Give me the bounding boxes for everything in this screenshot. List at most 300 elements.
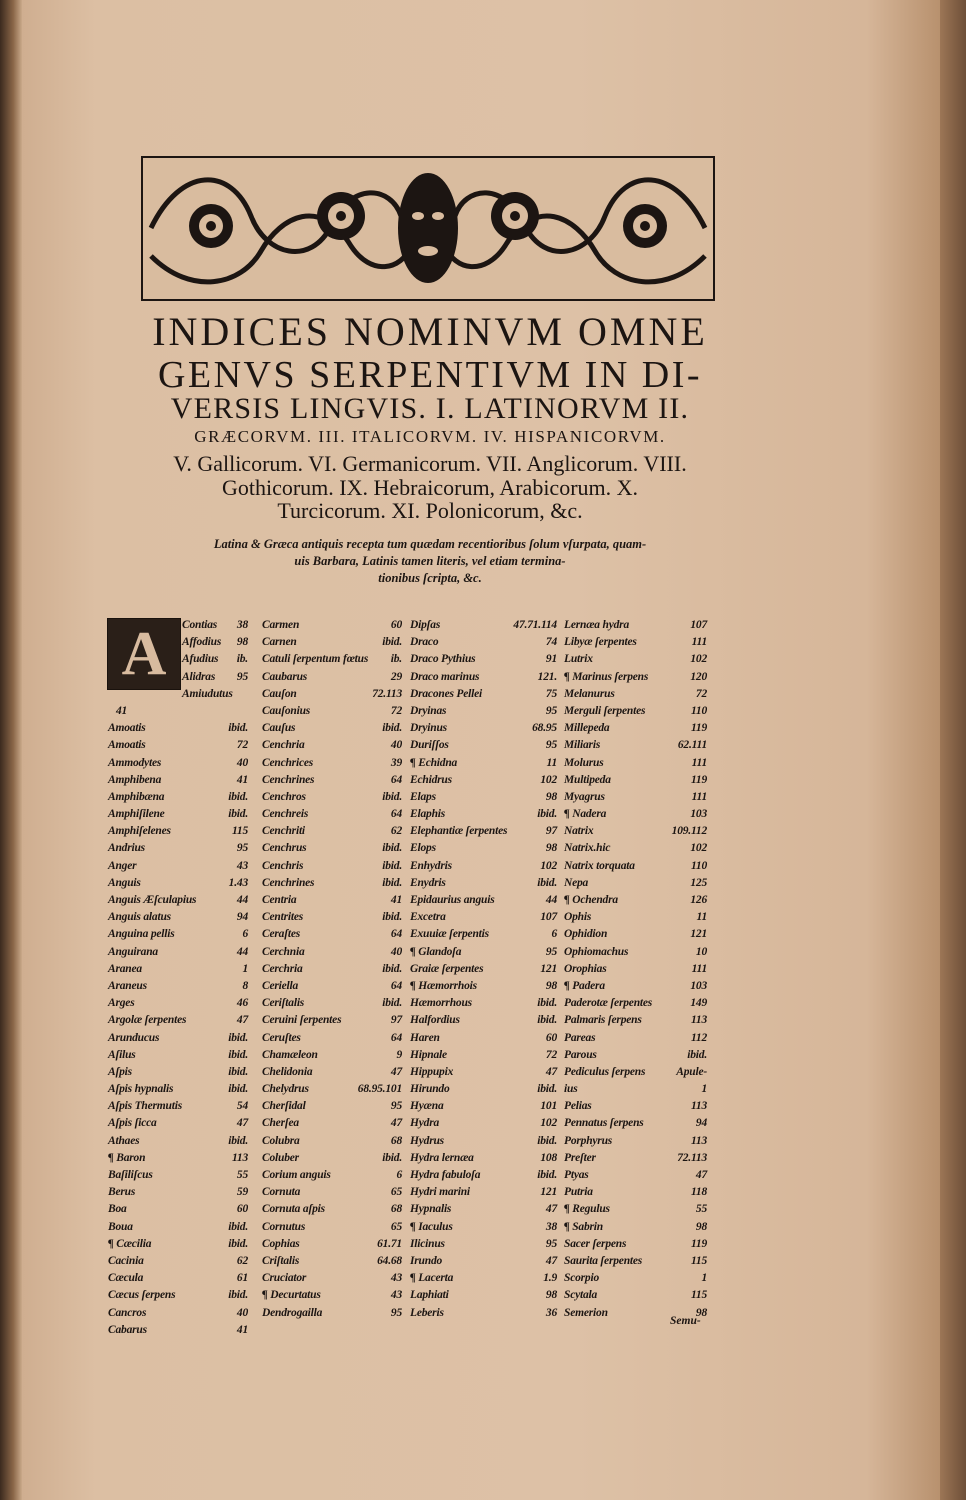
index-entry — [108, 823, 248, 840]
index-entry — [564, 1012, 707, 1029]
entry-name: Amiudutus — [182, 687, 233, 700]
entry-name: Putria — [564, 1186, 593, 1199]
index-entry — [262, 1236, 402, 1253]
index-entry — [564, 1270, 707, 1287]
index-entry — [108, 772, 248, 789]
entry-name: Aſpis ſicca — [108, 1117, 157, 1130]
entry-page: 94 — [236, 911, 248, 924]
entry-name: Excetra — [410, 911, 446, 924]
entry-name: Ceraſtes — [262, 928, 301, 941]
entry-page: 119 — [690, 1237, 707, 1250]
entry-page: 64.68 — [377, 1254, 402, 1267]
entry-name: Araneus — [108, 979, 147, 992]
index-entry — [410, 823, 557, 840]
index-entry — [564, 1253, 707, 1270]
entry-page: ibid. — [382, 962, 402, 975]
entry-name: ius — [564, 1083, 578, 1096]
entry-page: 109.112 — [671, 825, 707, 838]
index-entry — [564, 789, 707, 806]
entry-page: ibid. — [382, 997, 402, 1010]
index-entry — [262, 1201, 402, 1218]
index-entry — [108, 1270, 248, 1287]
entry-name: Amphiſilene — [108, 808, 165, 821]
index-entry — [262, 1270, 402, 1287]
index-entry — [262, 1133, 402, 1150]
entry-page: 107 — [540, 911, 557, 924]
entry-name: Echidrus — [410, 773, 452, 786]
entry-page: 115 — [690, 1254, 707, 1267]
entry-page: 111 — [691, 756, 707, 769]
entry-name: Halfordius — [410, 1014, 460, 1027]
entry-page: 11 — [696, 911, 707, 924]
index-entry — [410, 617, 557, 634]
index-entry — [564, 686, 707, 703]
entry-page: 108 — [540, 1151, 557, 1164]
intro-line: Latina & Græca antiquis recepta tum quædam recentioribus ſolum vſurpata, quam- — [213, 537, 647, 551]
entry-page: ibid. — [537, 997, 557, 1010]
entry-name: Athaes — [108, 1134, 140, 1147]
entry-page: 102 — [540, 1117, 557, 1130]
entry-page: 47.71.114 — [513, 619, 557, 631]
entry-name: Dipſas — [410, 619, 441, 631]
title-line-6: Gothicorum. IX. Hebraicorum, Arabicorum. X. — [221, 475, 639, 500]
entry-page: 47 — [695, 1169, 707, 1181]
entry-page: 8 — [242, 979, 248, 992]
entry-name: ¶ Nadera — [564, 808, 607, 821]
index-entry — [564, 1236, 707, 1253]
entry-name: Cacinia — [108, 1254, 144, 1267]
index-entry — [410, 772, 557, 789]
entry-page: 43 — [390, 1272, 402, 1285]
entry-page: 121. — [537, 670, 557, 683]
entry-page: 47 — [236, 1014, 248, 1027]
entry-name: Aſpis Thermutis — [108, 1100, 183, 1113]
entry-page: 98 — [695, 1306, 707, 1319]
entry-page: 64 — [390, 928, 402, 941]
entry-page: 95 — [545, 704, 557, 717]
entry-name: Hippupix — [410, 1065, 454, 1078]
entry-name: Catuli ſerpentum fœtus — [262, 653, 369, 666]
index-entry — [564, 1047, 707, 1064]
index-entry — [564, 858, 707, 875]
index-entry — [410, 1081, 557, 1098]
entry-name: Afudius — [182, 653, 219, 666]
entry-name: Miliaris — [564, 739, 601, 752]
index-entry — [108, 909, 248, 926]
index-entry — [108, 634, 248, 651]
index-entry — [564, 617, 707, 634]
index-entry — [564, 961, 707, 978]
entry-page: 40 — [236, 1306, 248, 1319]
entry-name: Cancros — [108, 1306, 147, 1319]
entry-name: Hæmorrhous — [410, 997, 472, 1010]
index-entry — [108, 961, 248, 978]
entry-page: 1 — [701, 1272, 707, 1285]
index-entry — [410, 634, 557, 651]
entry-page: 102 — [540, 859, 557, 872]
entry-name: Multipeda — [564, 773, 611, 786]
entry-name: ¶ Iaculus — [410, 1220, 453, 1233]
index-entry — [410, 995, 557, 1012]
entry-page: 40 — [236, 756, 248, 769]
entry-page: 98 — [545, 1289, 557, 1302]
entry-name: Carmen — [262, 619, 300, 631]
entry-page: Apule- — [676, 1065, 707, 1078]
index-entry — [564, 669, 707, 686]
entry-name: Natrix — [564, 825, 594, 838]
entry-name: Hydra — [410, 1117, 440, 1130]
entry-name: Pelias — [564, 1100, 592, 1113]
index-entry — [410, 1098, 557, 1115]
entry-name: Elephantiæ ſerpentes — [410, 825, 508, 838]
index-column-4 — [564, 617, 707, 1322]
index-entry — [262, 875, 402, 892]
entry-name: Ptyas — [564, 1169, 589, 1181]
index-entry — [108, 1081, 248, 1098]
entry-name: Aſilus — [108, 1048, 136, 1061]
entry-name: Alidras — [182, 670, 216, 683]
entry-page: 60 — [236, 1203, 248, 1216]
entry-name: Anguina pellis — [108, 928, 175, 941]
index-entry — [108, 755, 248, 772]
entry-page: 9 — [396, 1048, 402, 1061]
index-entry — [108, 720, 248, 737]
entry-page: 62 — [236, 1254, 248, 1267]
entry-page: ibid. — [537, 1014, 557, 1027]
entry-name: Cenchrines — [262, 876, 315, 889]
index-entry — [564, 755, 707, 772]
entry-name: Ceriella — [262, 979, 299, 992]
index-entry — [108, 737, 248, 754]
entry-page: 1 — [242, 962, 248, 975]
entry-page: ibid. — [382, 876, 402, 889]
index-entry — [262, 1081, 402, 1098]
index-entry — [410, 978, 557, 995]
index-entry — [262, 1012, 402, 1029]
entry-page: 95 — [545, 739, 557, 752]
entry-page: ibid. — [537, 1169, 557, 1181]
entry-page: 1.43 — [228, 876, 248, 889]
entry-name: Cenchria — [262, 739, 305, 752]
entry-page: 72 — [545, 1048, 557, 1061]
index-entry — [410, 1167, 557, 1184]
index-entry — [262, 909, 402, 926]
index-entry — [108, 669, 248, 686]
entry-page: ibid. — [537, 1134, 557, 1147]
index-column-1 — [108, 617, 248, 1339]
entry-page: 38 — [236, 619, 248, 631]
entry-page: 64 — [390, 979, 402, 992]
index-entry — [410, 926, 557, 943]
entry-name: Cherſea — [262, 1117, 299, 1130]
entry-page: 1.9 — [543, 1272, 557, 1285]
index-entry — [564, 1081, 707, 1098]
entry-page: ibid. — [382, 842, 402, 855]
entry-page: 41 — [236, 773, 248, 786]
entry-page: 65 — [390, 1220, 402, 1233]
index-entry — [262, 720, 402, 737]
entry-page: ib. — [236, 653, 248, 666]
entry-name: Affodius — [182, 636, 222, 649]
entry-page: 113 — [231, 1151, 248, 1164]
index-entry — [262, 772, 402, 789]
entry-name: Enydris — [410, 876, 446, 889]
entry-name: Anguis Æſculapius — [108, 894, 197, 906]
index-entry — [262, 961, 402, 978]
entry-name: Hirundo — [410, 1083, 450, 1096]
entry-page: ibid. — [228, 1065, 248, 1078]
entry-name: Elaps — [410, 790, 436, 803]
entry-page: 44 — [545, 894, 557, 906]
entry-page: 94 — [695, 1117, 707, 1130]
page-edge — [940, 0, 966, 1500]
index-column-2 — [262, 617, 402, 1322]
index-entry — [564, 978, 707, 995]
entry-page: 47 — [390, 1065, 402, 1078]
intro-note — [150, 536, 710, 587]
entry-name: Cornutus — [262, 1220, 306, 1233]
entry-page: 111 — [691, 790, 707, 803]
entry-name: Cenchris — [262, 859, 304, 872]
entry-page: ibid. — [228, 722, 248, 735]
index-entry — [108, 703, 248, 720]
entry-name: Dracones Pellei — [410, 687, 483, 700]
entry-page: 64 — [390, 1031, 402, 1044]
entry-name: Enhydris — [410, 859, 452, 872]
index-entry — [410, 1270, 557, 1287]
entry-name: Boua — [108, 1220, 133, 1233]
entry-name: ¶ Glandoſa — [410, 945, 462, 958]
title-line-1: INDICES NOMINVM OMNE — [152, 309, 708, 354]
entry-page: 75 — [545, 687, 557, 700]
index-entry — [262, 634, 402, 651]
index-entry — [262, 1184, 402, 1201]
entry-page: 44 — [236, 894, 248, 906]
entry-page: 103 — [690, 808, 707, 821]
entry-name: Amphibæna — [108, 790, 165, 803]
index-entry — [108, 1167, 248, 1184]
index-entry — [108, 1030, 248, 1047]
intro-line: uis Barbara, Latinis tamen literis, vel etiam termina- — [294, 554, 566, 568]
index-entry — [564, 720, 707, 737]
entry-page: 64 — [390, 808, 402, 821]
entry-name: Baſiliſcus — [108, 1169, 153, 1181]
index-entry — [410, 875, 557, 892]
index-entry — [108, 875, 248, 892]
entry-name: Haren — [410, 1031, 440, 1044]
entry-name: Lernæa hydra — [564, 619, 630, 631]
index-entry — [262, 669, 402, 686]
entry-page: 43 — [390, 1289, 402, 1302]
entry-name: ¶ Decurtatus — [262, 1289, 321, 1302]
index-entry — [564, 875, 707, 892]
entry-page: 47 — [545, 1065, 557, 1078]
entry-name: Semerion — [564, 1306, 608, 1319]
entry-page: 118 — [690, 1186, 707, 1199]
index-entry — [564, 1184, 707, 1201]
entry-name: Ammodytes — [108, 756, 162, 769]
entry-name: Paderotæ ſerpentes — [564, 997, 653, 1010]
entry-name: Ilicinus — [410, 1237, 445, 1250]
entry-page: ibid. — [228, 790, 248, 803]
entry-page: 95 — [236, 670, 248, 683]
entry-page: 38 — [545, 1220, 557, 1233]
entry-name: Centrites — [262, 911, 304, 924]
entry-name: Ophidion — [564, 928, 608, 941]
entry-page: 115 — [231, 825, 248, 838]
entry-page: ibid. — [537, 808, 557, 821]
index-entry — [410, 651, 557, 668]
catchword: Semu- — [670, 1315, 701, 1327]
index-entry — [410, 1030, 557, 1047]
index-entry — [108, 1201, 248, 1218]
index-entry — [262, 1253, 402, 1270]
index-entry — [564, 806, 707, 823]
entry-page: 47 — [236, 1117, 248, 1130]
drop-cap-letter: A — [121, 620, 167, 688]
entry-page: 103 — [690, 979, 707, 992]
entry-name: Laphiati — [410, 1289, 449, 1302]
entry-page: 98 — [695, 1220, 707, 1233]
entry-page: 47 — [545, 1203, 557, 1216]
title-line-4: GRÆCORVM. III. ITALICORVM. IV. HISPANICORVM. — [194, 427, 666, 446]
entry-name: Nepa — [564, 876, 589, 889]
entry-name: ¶ Hæmorrhois — [410, 979, 477, 992]
entry-name: Graiæ ſerpentes — [410, 962, 484, 975]
entry-page: 111 — [691, 636, 707, 649]
title-line-7: Turcicorum. XI. Polonicorum, &c. — [277, 498, 583, 523]
entry-name: Natrix.hic — [564, 842, 611, 855]
index-entry — [262, 1287, 402, 1304]
entry-page: 72.113 — [372, 687, 402, 700]
entry-name: Hydra fabuloſa — [410, 1169, 481, 1181]
index-entry — [108, 1322, 248, 1339]
index-entry — [410, 806, 557, 823]
entry-page: 11 — [546, 756, 557, 769]
entry-page: 44 — [236, 945, 248, 958]
entry-page: 47 — [390, 1117, 402, 1130]
entry-name: Natrix torquata — [564, 859, 635, 872]
entry-name: Arges — [108, 997, 135, 1010]
entry-page: 68 — [390, 1203, 402, 1216]
entry-name: Amphiſelenes — [108, 825, 171, 838]
entry-name: Parous — [564, 1048, 597, 1061]
index-entry — [410, 1219, 557, 1236]
index-entry — [262, 789, 402, 806]
index-entry — [262, 995, 402, 1012]
index-entry — [564, 1133, 707, 1150]
entry-name: Orophias — [564, 962, 607, 975]
index-entry — [262, 978, 402, 995]
entry-name: Hipnale — [410, 1048, 447, 1061]
entry-name: Melanurus — [564, 687, 615, 700]
index-entry — [262, 944, 402, 961]
title-line-2: GENVS SERPENTIVM IN DI- — [157, 354, 703, 396]
index-entry — [410, 737, 557, 754]
index-entry — [410, 1115, 557, 1132]
index-entry — [410, 909, 557, 926]
entry-page: 98 — [545, 790, 557, 803]
index-entry — [108, 1150, 248, 1167]
entry-name: Cenchrus — [262, 842, 307, 855]
index-entry — [262, 892, 402, 909]
entry-name: Lutrix — [564, 653, 593, 666]
entry-page: 43 — [236, 859, 248, 872]
entry-name: Cophias — [262, 1237, 300, 1250]
index-entry — [108, 1133, 248, 1150]
entry-page: ibid. — [228, 1031, 248, 1044]
entry-page: ibid. — [537, 1083, 557, 1096]
entry-page: 55 — [236, 1169, 248, 1181]
index-entry — [564, 1201, 707, 1218]
entry-name: Saurita ſerpentes — [564, 1254, 643, 1267]
index-entry — [564, 703, 707, 720]
index-entry — [410, 1201, 557, 1218]
entry-name: ¶ Baron — [108, 1151, 146, 1164]
entry-page: 72 — [390, 704, 402, 717]
entry-name: Criſtalis — [262, 1254, 300, 1267]
entry-page: 72 — [695, 687, 707, 700]
entry-page: ibid. — [228, 1048, 248, 1061]
entry-name: Ophiomachus — [564, 945, 629, 958]
entry-name: Pareas — [564, 1031, 596, 1044]
entry-name: Elaphis — [410, 808, 446, 821]
index-entry — [108, 944, 248, 961]
index-entry — [410, 961, 557, 978]
index-entry — [564, 737, 707, 754]
entry-page: 98 — [545, 979, 557, 992]
index-entry — [262, 840, 402, 857]
entry-name: Amoatis — [108, 722, 146, 735]
entry-name: Cabarus — [108, 1323, 147, 1336]
index-entry — [410, 1236, 557, 1253]
entry-page: 98 — [236, 636, 248, 649]
entry-name: Cerchria — [262, 962, 303, 975]
entry-page: 55 — [695, 1203, 707, 1216]
entry-page: 60 — [390, 619, 402, 631]
entry-name: Cæcula — [108, 1272, 144, 1285]
entry-page: ibid. — [228, 1083, 248, 1096]
entry-page: 65 — [390, 1186, 402, 1199]
entry-name: Colubra — [262, 1134, 300, 1147]
index-entry — [108, 1305, 248, 1322]
index-entry — [564, 1030, 707, 1047]
entry-page: 115 — [690, 1289, 707, 1302]
entry-name: ¶ Regulus — [564, 1203, 610, 1216]
index-entry — [564, 1287, 707, 1304]
entry-name: Anguis — [108, 876, 141, 889]
index-entry — [262, 858, 402, 875]
entry-name: Aranea — [108, 962, 142, 975]
index-entry — [564, 926, 707, 943]
entry-name: Anger — [108, 859, 137, 872]
entry-page: 120 — [690, 670, 707, 683]
index-entry — [410, 858, 557, 875]
entry-page: 111 — [691, 962, 707, 975]
entry-name: Pennatus ſerpens — [564, 1117, 644, 1130]
entry-page: 98 — [545, 842, 557, 855]
entry-page: 29 — [390, 670, 402, 683]
entry-name: Amphibena — [108, 773, 162, 786]
entry-page: 119 — [690, 722, 707, 735]
entry-page: 36 — [545, 1306, 557, 1319]
index-entry — [410, 1012, 557, 1029]
entry-name: Cauſus — [262, 722, 296, 735]
index-entry — [410, 944, 557, 961]
index-entry — [262, 806, 402, 823]
entry-page: 121 — [540, 962, 557, 975]
entry-page: 97 — [390, 1014, 402, 1027]
